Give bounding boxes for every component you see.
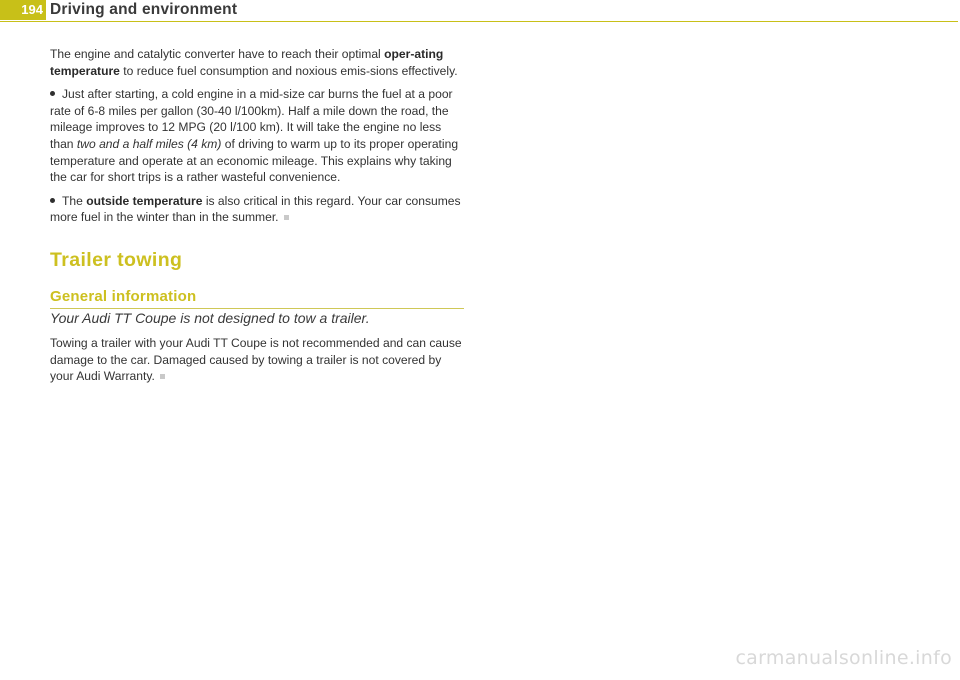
intro-text-2: to reduce fuel consumption and noxious emis-sions effectively.: [119, 63, 458, 78]
header-rule: [0, 21, 958, 22]
lead-text: Your Audi TT Coupe is not designed to tow a trailer.: [50, 309, 370, 326]
body-column: [50, 46, 464, 392]
bullet-paragraph-outside-temperature: [50, 193, 464, 226]
subsection-title: General information: [50, 287, 464, 309]
intro-bold-term: oper-ating temperature: [50, 47, 444, 78]
bullet-paragraph-cold-engine: [50, 86, 464, 186]
section-title: Trailer towing: [50, 248, 183, 271]
running-header: Driving and environment: [50, 1, 238, 18]
intro-paragraph: [50, 46, 464, 79]
bullet2-text-2: is also critical in this regard. Your car consumes more fuel in the winter than in the summer.: [50, 193, 461, 225]
bullet2-text-1: The: [62, 193, 87, 208]
bullet1-text-1: Just after starting, a cold engine in a mid-size car burns the fuel at a poor rate of 6-8 miles per gallon (30-40 l/100km). Half a mile down the road, the mileage improves to 12 MPG (20 l/100 km). It will take the engine no less than: [50, 87, 453, 151]
bullet-dot-icon: [50, 198, 55, 203]
end-of-section-square-icon: [160, 374, 165, 379]
trailer-paragraph: [50, 335, 464, 385]
page-number: 194: [0, 0, 46, 20]
bullet1-text-2: of driving to warm up to its proper operating temperature and operate at an economic mileage. This explains why taking the car for short trips is a rather wasteful convenience.: [50, 136, 459, 185]
bullet2-bold-term: outside temperature: [86, 193, 203, 208]
bullet-dot-icon: [50, 91, 55, 96]
bullet1-italic: two and a half miles (4 km): [76, 136, 222, 151]
intro-text-1: The engine and catalytic converter have to reach their optimal: [50, 47, 385, 61]
watermark: carmanualsonline.info: [735, 647, 952, 669]
end-of-section-square-icon: [284, 215, 289, 220]
trailer-text: Towing a trailer with your Audi TT Coupe is not recommended and can cause damage to the car. Damaged caused by towing a trailer is not covered by your Audi Warranty.: [50, 335, 462, 384]
